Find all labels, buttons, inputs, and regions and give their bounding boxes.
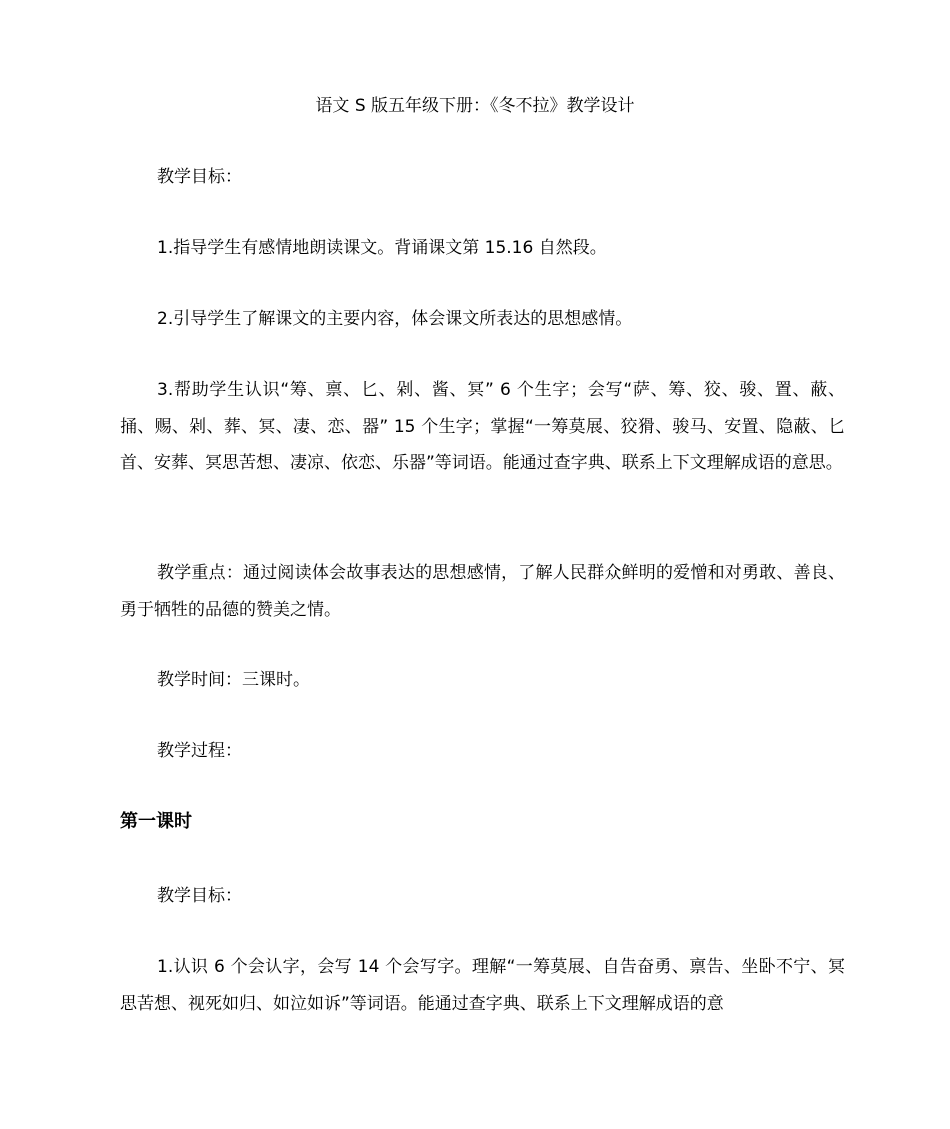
teaching-process-label: 教学过程：	[157, 741, 242, 761]
section-heading-lesson-1: 第一课时	[120, 811, 192, 832]
goal-item-3: 3.帮助学生认识“筹、禀、匕、剁、酱、冥” 6 个生字；会写“萨、筹、狡、骏、置、蔽、捅、赐、剁、葬、冥、凄、恋、器” 15 个生字；掌握“一筹莫展、狡猾、骏马、安置、隐蔽、匕首、安葬、冥思苦想、凄凉、依恋、乐器”等词语。能通过查字典、联系上下文理解成语的意思。	[120, 380, 845, 473]
goal-item-2: 2.引导学生了解课文的主要内容，体会课文所表达的思想感情。	[157, 309, 633, 329]
goal-item-1: 1.指导学生有感情地朗读课文。背诵课文第 15.16 自然段。	[157, 238, 607, 258]
section-label-teaching-goals: 教学目标：	[157, 167, 242, 187]
lesson-1-goal-item-1: 1.认识 6 个会认字，会写 14 个会写字。理解“一筹莫展、自告奋勇、禀告、坐卧不宁、冥思苦想、视死如归、如泣如诉”等词语。能通过查字典、联系上下文理解成语的意	[120, 957, 845, 1014]
teaching-time: 教学时间：三课时。	[157, 670, 310, 690]
teaching-focus: 教学重点：通过阅读体会故事表达的思想感情，了解人民群众鲜明的爱憎和对勇敢、善良、勇于牺牲的品德的赞美之情。	[120, 563, 845, 620]
document-title: 语文 S 版五年级下册：《冬不拉》教学设计	[315, 96, 635, 116]
lesson-1-goals-label: 教学目标：	[157, 886, 242, 906]
